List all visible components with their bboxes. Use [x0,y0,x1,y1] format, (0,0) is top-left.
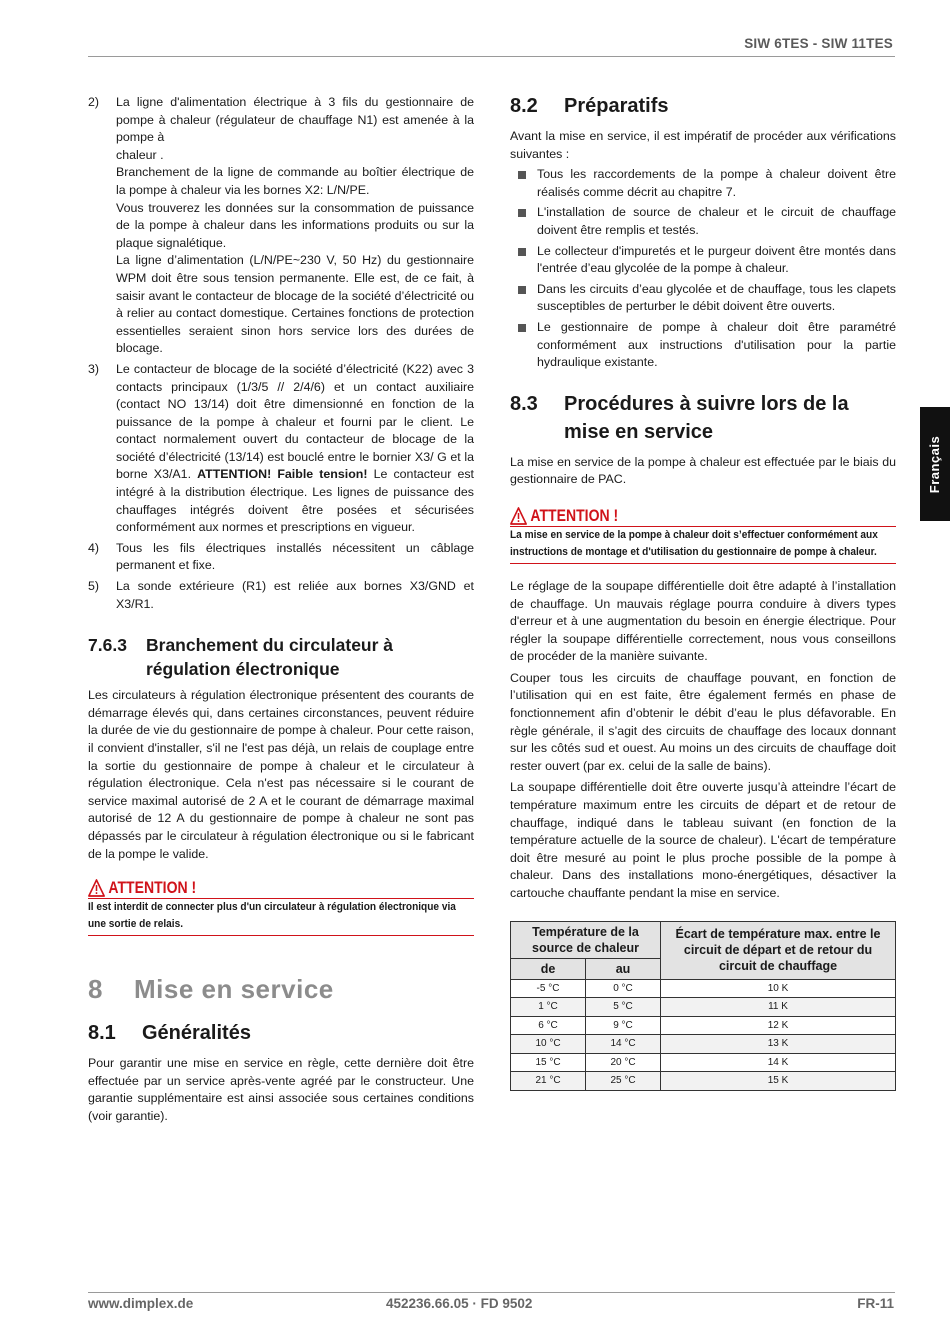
table-row: 6 °C 9 °C 12 K [511,1016,896,1035]
section-text: Les circulateurs à régulation électronique présentent des courants de démarrage élevés qui, dans certaines circonstances, peuvent réduire la durée de vie du gestionnaire de pompe à chaleur. Pour cette raison, il convient d'installer, s'il ne l'est pas déjà, un relais de couplage entre la sortie du gestionnaire de pompe à chaleur et le circulateur à régulation électronique. Cela n'est pas nécessaire si le courant de service maximal autorisé de 2 A et le courant de démarrage maximal autorisé de 12 A du gestionnaire de pompe à chaleur ne sont pas dépassés par le circulateur à régulation électronique ou si le fabricant de la pompe le valide. [88,688,474,861]
list-item: Le gestionnaire de pompe à chaleur doit être paramétré conformément aux instructions d'utilisation pour la partie hydraulique existante. [510,319,896,372]
square-bullet-icon [518,171,526,179]
attention-heading: ATTENTION ! [88,879,416,897]
square-bullet-icon [518,209,526,217]
square-bullet-icon [518,248,526,256]
table-header-from: de [511,958,586,979]
right-column [510,92,896,1091]
list-paragraph: Vous trouverez les données sur la consommation de puissance de la pompe à chaleur dans les informations produits ou sur la plaque signalétique. [116,200,474,250]
table-header-source-temp: Température de la source de chaleur [511,921,661,958]
header-rule [88,56,895,57]
chapter-heading-8: 8 Mise en service [88,974,334,1005]
footer-page-number: FR-11 [857,1296,894,1311]
table-row: 15 °C 20 °C 14 K [511,1053,896,1072]
section-text: La soupape différentielle doit être ouverte jusqu’à atteindre l’écart de température maximum entre les circuits de départ et de retour de chauffage, indiqué dans le tableau suivant (en fonction de la température actuelle de la source de chaleur). L'écart de température doit être mesuré au point le plus proche possible de la pompe à chaleur. Dans des installations mono-énergétiques, désactiver la cartouche chauffante pendant la mise en service. [510,780,896,900]
language-label: Français [927,435,943,493]
section-heading-7-6-3: 7.6.3 Branchement du circulateur à régulation électronique [88,635,394,680]
list-paragraph: La sonde extérieure (R1) est reliée aux bornes X3/GND et X3/R1. [116,579,474,611]
footer-website-link[interactable]: www.dimplex.de [88,1296,194,1311]
table-header-to: au [586,958,661,979]
warning-triangle-icon [88,879,105,897]
list-number: 3) [88,361,100,376]
list-number: 5) [88,579,100,594]
low-voltage-warning: ATTENTION! Faible tension! [197,467,368,482]
footer-document-number: 452236.66.05 · FD 9502 [386,1296,533,1311]
table-row: 10 °C 14 °C 13 K [511,1035,896,1054]
list-number: 2) [88,95,100,109]
list-item [88,361,474,537]
square-bullet-icon [518,286,526,294]
section-text: Avant la mise en service, il est impératif de procéder aux vérifications suivantes : [510,129,896,161]
list-item: Tous les raccordements de la pompe à chaleur doivent être réalisés comme décrit au chapitre 7. [510,166,896,201]
list-paragraph: Branchement de la ligne de commande au boîtier électrique de la pompe à chaleur via les bornes X2: L/N/PE. [116,165,474,197]
attention-box [88,879,474,936]
table-row: -5 °C 0 °C 10 K [511,979,896,998]
list-item [88,578,474,613]
section-heading-8-3: 8.3 Procédures à suivre lors de la mise en service [510,392,849,443]
section-text: Couper tous les circuits de chauffage pouvant, en fonction de l’utilisation qui en est faite, être également fermés en phase de fonctionnement afin d’obtenir le débit d’eau le plus défavorable. En règle générale, il s’agit des circuits de chauffage des locaux donnant sur les côtés sud et ouest. Au moins un des circuits de chauffage doit rester ouvert (par ex. celui de la salle de bains). [510,670,896,773]
list-paragraph: Le contacteur de blocage de la société d’électricité (K22) avec 3 contacts principaux (1/3/5 // 2/4/6) et un contact auxiliaire (contact NO 13/14) doit être dimensionné en fonction de la puissance de la pompe à chaleur et fourni par le client. Le contact normalement ouvert du contacteur de blocage de la société d’électricité (13/14) est bouclé entre le bornier X3/ G et la borne X3/A1. ATTENTION! Faible tension! Le contacteur est intégré à la distribution électrique. Les lignes de puissance des chauffages intégrés doivent être posées et sécurisées conformément aux normes et prescriptions en vigueur. [116,361,474,535]
language-side-tab [920,407,950,521]
footer-rule [88,1292,895,1293]
list-item: L'installation de source de chaleur et le circuit de chauffage doivent être remplis et testés. [510,204,896,239]
list-paragraph: chaleur . [116,147,164,162]
wiring-list [88,94,474,613]
table-row: 1 °C 5 °C 11 K [511,998,896,1017]
warning-triangle-icon [510,507,527,525]
section-text: Pour garantir une mise en service en règle, cette dernière doit être effectuée par un service après-vente agréé par le constructeur. Une garantie supplémentaire est ainsi associée sous certaines conditions (voir garantie). [88,1056,474,1123]
table-header-max-diff: Écart de température max. entre le circuit de départ et de retour du circuit de chauffage [661,921,896,979]
list-paragraph: La ligne d'alimentation électrique à 3 fils du gestionnaire de pompe à chaleur (régulateur de chauffage N1) est amenée à la pompe à [116,95,474,145]
attention-text: La mise en service de la pompe à chaleur doit s’effectuer conformément aux instructions de montage et d'utilisation du gestionnaire de pompe à chaleur. [510,528,878,558]
table-row: 21 °C 25 °C 15 K [511,1072,896,1091]
list-paragraph: La ligne d’alimentation (L/N/PE~230 V, 50 Hz) du gestionnaire WPM doit être sous tension permanente. Elle est, de ce fait, à saisir avant le contacteur de blocage de la société d’électricité ou à relier au contact domestique. Certaines fonctions de protection essentielles seraient sinon hors service lors des durées de blocage. [116,253,474,356]
attention-heading: ATTENTION ! [510,507,838,525]
left-column [88,94,474,1126]
checklist [510,166,896,372]
list-item: Dans les circuits d’eau glycolée et de chauffage, tous les clapets susceptibles de perturber le débit doivent être ouverts. [510,281,896,316]
temperature-table [510,921,896,1091]
section-heading-8-1: 8.1 Généralités [88,1022,251,1045]
attention-box [510,507,896,564]
attention-text: Il est interdit de connecter plus d'un circulateur à régulation électronique via une sortie de relais. [88,901,456,931]
list-item [88,94,474,358]
section-text: La mise en service de la pompe à chaleur est effectuée par le biais du gestionnaire de PAC. [510,454,896,487]
list-item: Le collecteur d'impuretés et le purgeur doivent être montés dans l'entrée d’eau glycolée de la pompe à chaleur. [510,243,896,278]
list-number: 4) [88,540,100,555]
list-paragraph: Tous les fils électriques installés nécessitent un câblage permanent et fixe. [116,540,474,573]
square-bullet-icon [518,324,526,332]
page-header-title: SIW 6TES - SIW 11TES [744,36,893,51]
section-text: Le réglage de la soupape différentielle doit être adapté à l’installation de chauffage. Un mauvais réglage pourra conduire à divers types d'erreur et à une augmentation du besoin en énergie électrique. Pour régler la soupape différentielle correctement, nous vous conseillons de procéder de la manière suivante. [510,578,896,664]
section-heading-8-2: 8.2 Préparatifs [510,95,669,117]
list-item [88,540,474,575]
